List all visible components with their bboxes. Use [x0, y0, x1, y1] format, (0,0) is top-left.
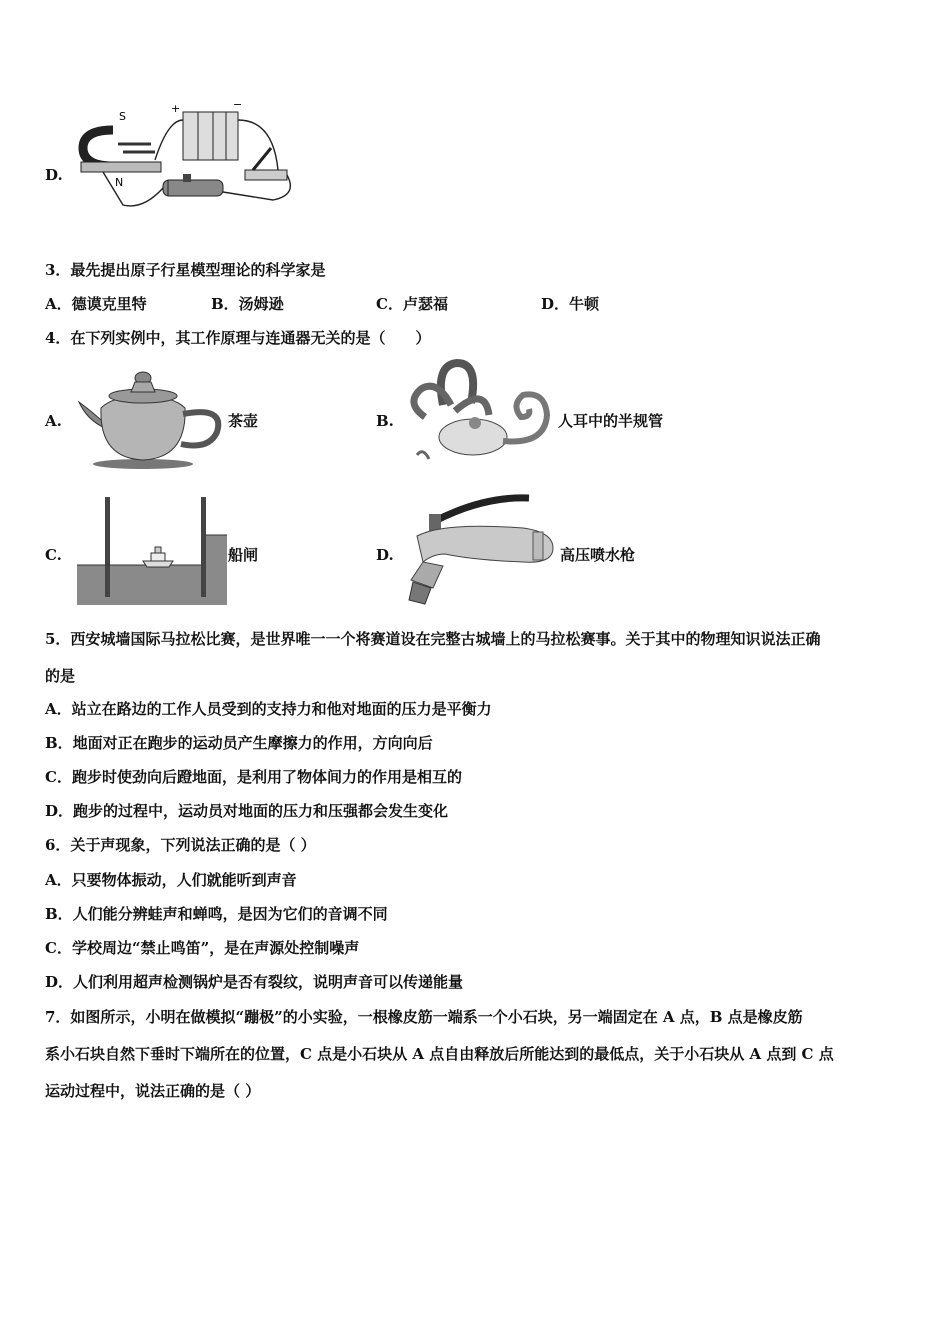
- inner-ear-icon: [405, 355, 555, 470]
- spray-gun-icon: [403, 492, 561, 607]
- q2-option-d-label: D.: [45, 166, 63, 184]
- circuit-figure: [73, 100, 301, 224]
- q7-stem-line-2: 系小石块自然下垂时下端所在的位置，C 点是小石块从 A 点自由释放后所能达到的最低点，关于小石块从 A 点到 C 点: [45, 1045, 834, 1063]
- q3-option-b: B．汤姆逊: [211, 295, 284, 313]
- q4-option-a-label: A.: [45, 412, 62, 430]
- q4-option-d-caption: 高压喷水枪: [560, 546, 636, 564]
- q3-option-d: D．牛顿: [541, 295, 600, 313]
- q5-option-b: B．地面对正在跑步的运动员产生摩擦力的作用，方向向后: [45, 734, 433, 752]
- q4-option-b-caption: 人耳中的半规管: [558, 412, 664, 430]
- q6-option-c: C．学校周边“禁止鸣笛”，是在声源处控制噪声: [45, 939, 360, 957]
- q5-option-c: C．跑步时使劲向后蹬地面，是利用了物体间力的作用是相互的: [45, 768, 462, 786]
- q7-stem-line-1: 7．如图所示，小明在做模拟“蹦极”的小实验，一根橡皮筋一端系一个小石块，另一端固定在 A 点，B 点是橡皮筋: [45, 1008, 803, 1026]
- q3-option-c: C．卢瑟福: [376, 295, 448, 313]
- magnet-s-label: S: [119, 110, 126, 123]
- magnet-n-label: N: [115, 176, 124, 189]
- q5-stem-line-2: 的是: [45, 667, 76, 685]
- q4-option-d-label: D.: [376, 546, 394, 564]
- battery-minus-label: −: [233, 100, 243, 111]
- q7-stem-line-3: 运动过程中，说法正确的是（ ）: [45, 1082, 261, 1100]
- q3-stem: 3．最先提出原子行星模型理论的科学家是: [45, 261, 326, 279]
- q4-stem: 4．在下列实例中，其工作原理与连通器无关的是（ ）: [45, 329, 431, 347]
- q4-option-c-caption: 船闸: [228, 546, 259, 564]
- q6-option-d: D．人们利用超声检测锅炉是否有裂纹，说明声音可以传递能量: [45, 973, 464, 991]
- q6-option-b: B．人们能分辨蛙声和蝉鸣，是因为它们的音调不同: [45, 905, 388, 923]
- q5-option-d: D．跑步的过程中，运动员对地面的压力和压强都会发生变化: [45, 802, 449, 820]
- q4-option-c-label: C.: [45, 546, 62, 564]
- q3-option-a: A．德谟克里特: [45, 295, 147, 313]
- battery-plus-label: +: [171, 102, 181, 115]
- q6-stem: 6．关于声现象，下列说法正确的是（ ）: [45, 836, 316, 854]
- q4-option-b-label: B.: [376, 412, 394, 430]
- q5-stem-line-1: 5．西安城墙国际马拉松比赛，是世界唯一一个将赛道设在完整古城墙上的马拉松赛事。关于其中的物理知识说法正确: [45, 630, 821, 648]
- q5-option-a: A．站立在路边的工作人员受到的支持力和他对地面的压力是平衡力: [45, 700, 492, 718]
- q6-option-a: A．只要物体振动，人们就能听到声音: [45, 871, 297, 889]
- q4-option-a-caption: 茶壶: [228, 412, 259, 430]
- teapot-icon: [77, 362, 227, 470]
- ship-lock-icon: [77, 495, 227, 605]
